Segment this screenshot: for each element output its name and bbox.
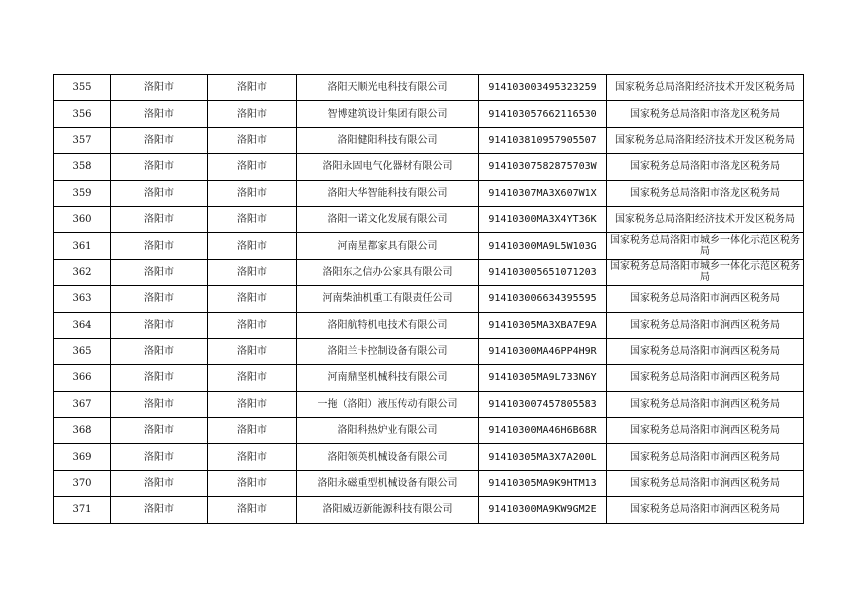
company-name-cell: 洛阳科热炉业有限公司 bbox=[297, 418, 479, 444]
credit-code-cell: 91410300MA46H6B68R bbox=[479, 418, 607, 444]
district-cell: 洛阳市 bbox=[208, 365, 297, 391]
city-cell: 洛阳市 bbox=[111, 127, 208, 153]
row-number-cell: 361 bbox=[54, 233, 111, 259]
credit-code-cell: 91410300MA9L5W103G bbox=[479, 233, 607, 259]
table-row bbox=[54, 259, 804, 285]
table-row bbox=[54, 101, 804, 127]
credit-code-cell: 91410305MA3X7A200L bbox=[479, 444, 607, 470]
district-cell: 洛阳市 bbox=[208, 286, 297, 312]
table-row bbox=[54, 312, 804, 338]
district-cell: 洛阳市 bbox=[208, 75, 297, 101]
company-name-cell: 洛阳威迈新能源科技有限公司 bbox=[297, 497, 479, 523]
district-cell: 洛阳市 bbox=[208, 259, 297, 285]
credit-code-cell: 914103006634395595 bbox=[479, 286, 607, 312]
tax-authority-cell: 国家税务总局洛阳市涧西区税务局 bbox=[607, 497, 804, 523]
district-cell: 洛阳市 bbox=[208, 154, 297, 180]
city-cell: 洛阳市 bbox=[111, 312, 208, 338]
table-row bbox=[54, 391, 804, 417]
company-name-cell: 河南鼎坚机械科技有限公司 bbox=[297, 365, 479, 391]
tax-authority-cell: 国家税务总局洛阳市洛龙区税务局 bbox=[607, 180, 804, 206]
tax-authority-cell: 国家税务总局洛阳经济技术开发区税务局 bbox=[607, 206, 804, 232]
city-cell: 洛阳市 bbox=[111, 286, 208, 312]
credit-code-cell: 91410305MA9L733N6Y bbox=[479, 365, 607, 391]
city-cell: 洛阳市 bbox=[111, 365, 208, 391]
row-number-cell: 366 bbox=[54, 365, 111, 391]
tax-authority-cell: 国家税务总局洛阳经济技术开发区税务局 bbox=[607, 75, 804, 101]
credit-code-cell: 91410300MA3X4YT36K bbox=[479, 206, 607, 232]
city-cell: 洛阳市 bbox=[111, 391, 208, 417]
taxpayer-table bbox=[53, 74, 804, 524]
tax-authority-cell: 国家税务总局洛阳市涧西区税务局 bbox=[607, 312, 804, 338]
company-name-cell: 洛阳东之信办公家具有限公司 bbox=[297, 259, 479, 285]
tax-authority-cell: 国家税务总局洛阳市涧西区税务局 bbox=[607, 391, 804, 417]
district-cell: 洛阳市 bbox=[208, 233, 297, 259]
row-number-cell: 359 bbox=[54, 180, 111, 206]
row-number-cell: 355 bbox=[54, 75, 111, 101]
table-row bbox=[54, 127, 804, 153]
district-cell: 洛阳市 bbox=[208, 444, 297, 470]
table-row bbox=[54, 154, 804, 180]
credit-code-cell: 91410305MA3XBA7E9A bbox=[479, 312, 607, 338]
city-cell: 洛阳市 bbox=[111, 418, 208, 444]
credit-code-cell: 91410307582875703W bbox=[479, 154, 607, 180]
table-body bbox=[54, 75, 804, 524]
district-cell: 洛阳市 bbox=[208, 312, 297, 338]
tax-authority-cell: 国家税务总局洛阳市洛龙区税务局 bbox=[607, 154, 804, 180]
tax-authority-cell: 国家税务总局洛阳市城乡一体化示范区税务局 bbox=[607, 233, 804, 259]
tax-authority-cell: 国家税务总局洛阳市涧西区税务局 bbox=[607, 444, 804, 470]
row-number-cell: 368 bbox=[54, 418, 111, 444]
city-cell: 洛阳市 bbox=[111, 154, 208, 180]
city-cell: 洛阳市 bbox=[111, 233, 208, 259]
credit-code-cell: 91410300MA46PP4H9R bbox=[479, 338, 607, 364]
credit-code-cell: 914103003495323259 bbox=[479, 75, 607, 101]
company-name-cell: 一拖（洛阳）液压传动有限公司 bbox=[297, 391, 479, 417]
city-cell: 洛阳市 bbox=[111, 75, 208, 101]
tax-authority-cell: 国家税务总局洛阳市洛龙区税务局 bbox=[607, 101, 804, 127]
row-number-cell: 367 bbox=[54, 391, 111, 417]
city-cell: 洛阳市 bbox=[111, 444, 208, 470]
table-row bbox=[54, 418, 804, 444]
row-number-cell: 365 bbox=[54, 338, 111, 364]
district-cell: 洛阳市 bbox=[208, 127, 297, 153]
table-row bbox=[54, 286, 804, 312]
tax-authority-cell: 国家税务总局洛阳市涧西区税务局 bbox=[607, 470, 804, 496]
district-cell: 洛阳市 bbox=[208, 338, 297, 364]
table-row bbox=[54, 233, 804, 259]
company-name-cell: 洛阳航特机电技术有限公司 bbox=[297, 312, 479, 338]
table-row bbox=[54, 206, 804, 232]
district-cell: 洛阳市 bbox=[208, 206, 297, 232]
city-cell: 洛阳市 bbox=[111, 497, 208, 523]
district-cell: 洛阳市 bbox=[208, 497, 297, 523]
row-number-cell: 362 bbox=[54, 259, 111, 285]
row-number-cell: 358 bbox=[54, 154, 111, 180]
credit-code-cell: 914103005651071203 bbox=[479, 259, 607, 285]
tax-authority-cell: 国家税务总局洛阳市城乡一体化示范区税务局 bbox=[607, 259, 804, 285]
city-cell: 洛阳市 bbox=[111, 338, 208, 364]
company-name-cell: 洛阳大华智能科技有限公司 bbox=[297, 180, 479, 206]
credit-code-cell: 914103007457805583 bbox=[479, 391, 607, 417]
table-row bbox=[54, 365, 804, 391]
company-name-cell: 洛阳领英机械设备有限公司 bbox=[297, 444, 479, 470]
city-cell: 洛阳市 bbox=[111, 470, 208, 496]
city-cell: 洛阳市 bbox=[111, 206, 208, 232]
company-name-cell: 洛阳天顺光电科技有限公司 bbox=[297, 75, 479, 101]
tax-authority-cell: 国家税务总局洛阳市涧西区税务局 bbox=[607, 418, 804, 444]
city-cell: 洛阳市 bbox=[111, 180, 208, 206]
row-number-cell: 363 bbox=[54, 286, 111, 312]
district-cell: 洛阳市 bbox=[208, 391, 297, 417]
company-name-cell: 洛阳健阳科技有限公司 bbox=[297, 127, 479, 153]
district-cell: 洛阳市 bbox=[208, 101, 297, 127]
tax-authority-cell: 国家税务总局洛阳经济技术开发区税务局 bbox=[607, 127, 804, 153]
credit-code-cell: 91410307MA3X607W1X bbox=[479, 180, 607, 206]
district-cell: 洛阳市 bbox=[208, 470, 297, 496]
table-row bbox=[54, 180, 804, 206]
credit-code-cell: 91410305MA9K9HTM13 bbox=[479, 470, 607, 496]
credit-code-cell: 914103057662116530 bbox=[479, 101, 607, 127]
company-name-cell: 洛阳兰卡控制设备有限公司 bbox=[297, 338, 479, 364]
tax-authority-cell: 国家税务总局洛阳市涧西区税务局 bbox=[607, 365, 804, 391]
credit-code-cell: 91410300MA9KW9GM2E bbox=[479, 497, 607, 523]
tax-authority-cell: 国家税务总局洛阳市涧西区税务局 bbox=[607, 338, 804, 364]
company-name-cell: 河南星都家具有限公司 bbox=[297, 233, 479, 259]
company-name-cell: 智博建筑设计集团有限公司 bbox=[297, 101, 479, 127]
table-row bbox=[54, 470, 804, 496]
company-name-cell: 洛阳永固电气化器材有限公司 bbox=[297, 154, 479, 180]
table-row bbox=[54, 75, 804, 101]
company-name-cell: 洛阳永磁重型机械设备有限公司 bbox=[297, 470, 479, 496]
row-number-cell: 357 bbox=[54, 127, 111, 153]
company-name-cell: 洛阳一诺文化发展有限公司 bbox=[297, 206, 479, 232]
row-number-cell: 369 bbox=[54, 444, 111, 470]
district-cell: 洛阳市 bbox=[208, 418, 297, 444]
company-name-cell: 河南柴油机重工有限责任公司 bbox=[297, 286, 479, 312]
row-number-cell: 364 bbox=[54, 312, 111, 338]
table-row bbox=[54, 497, 804, 523]
city-cell: 洛阳市 bbox=[111, 101, 208, 127]
row-number-cell: 371 bbox=[54, 497, 111, 523]
table-row bbox=[54, 444, 804, 470]
tax-authority-cell: 国家税务总局洛阳市涧西区税务局 bbox=[607, 286, 804, 312]
credit-code-cell: 914103810957905507 bbox=[479, 127, 607, 153]
district-cell: 洛阳市 bbox=[208, 180, 297, 206]
row-number-cell: 356 bbox=[54, 101, 111, 127]
city-cell: 洛阳市 bbox=[111, 259, 208, 285]
table-row bbox=[54, 338, 804, 364]
row-number-cell: 360 bbox=[54, 206, 111, 232]
row-number-cell: 370 bbox=[54, 470, 111, 496]
